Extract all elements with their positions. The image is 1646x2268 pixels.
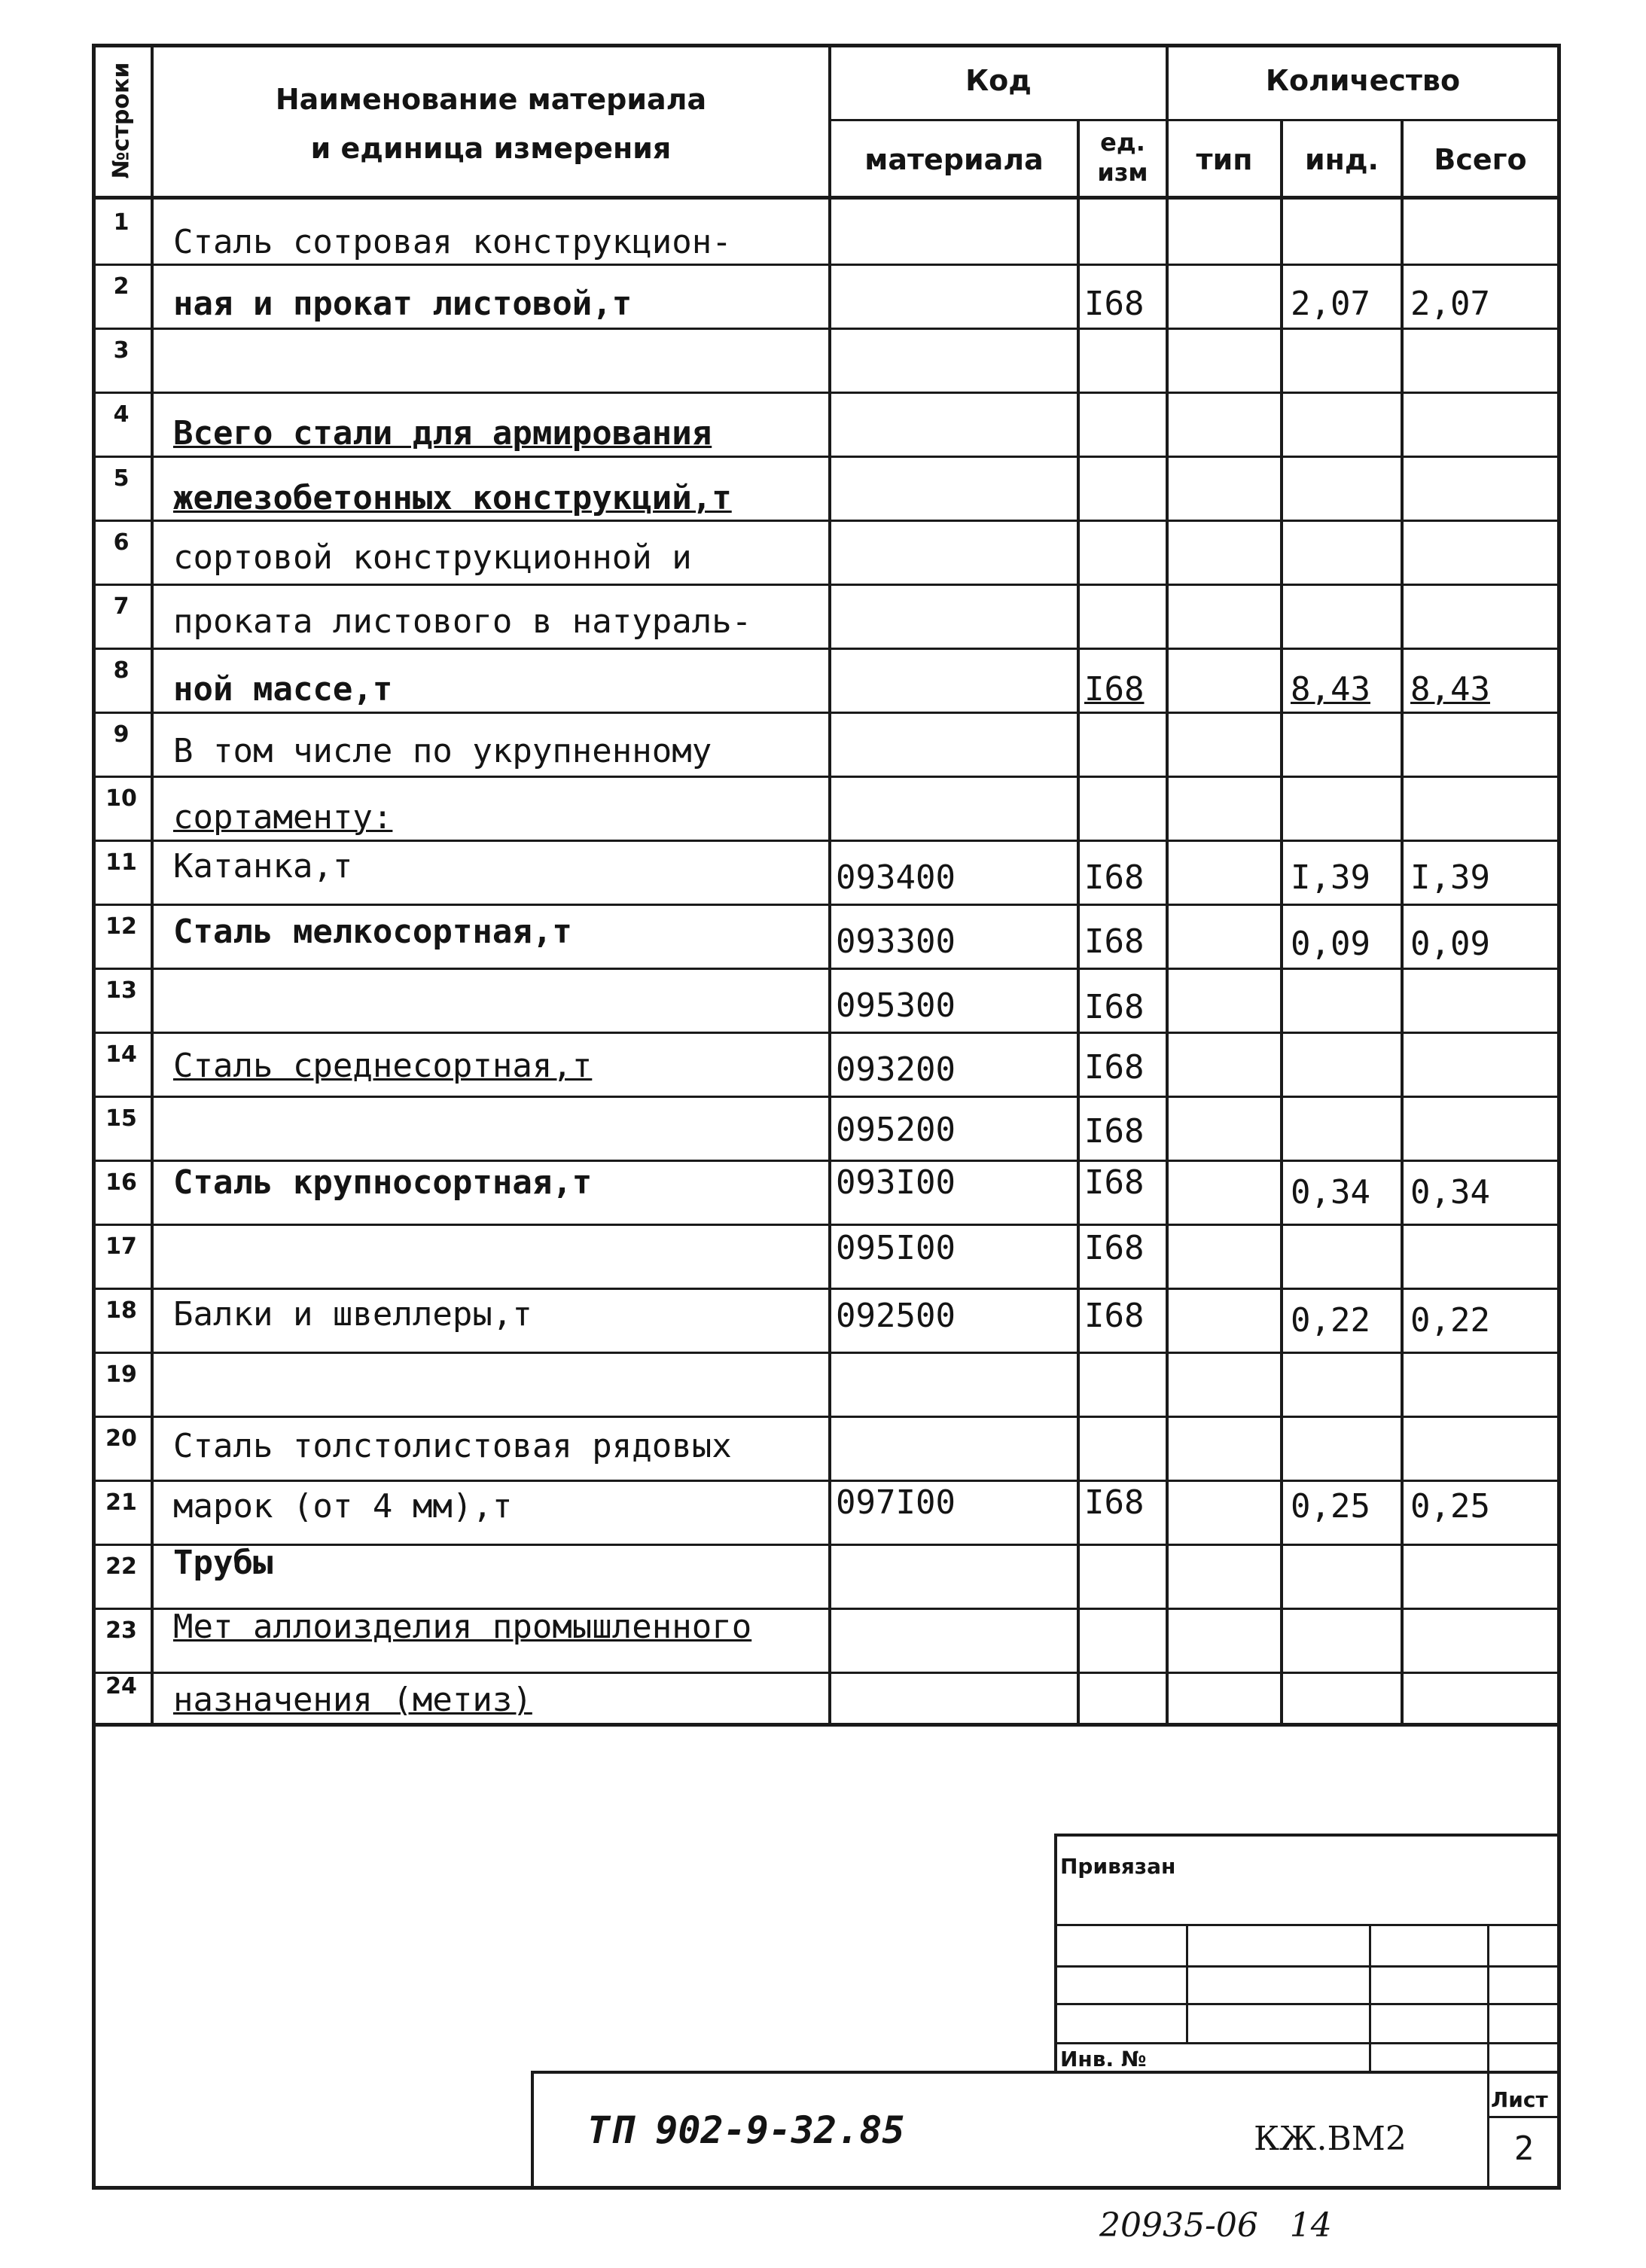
code-unit-header-line1: ед. [1100, 128, 1145, 157]
qty-total: I,39 [1410, 858, 1490, 897]
material-name: ная и прокат листовой,т [173, 285, 632, 323]
row-number: 12 [105, 913, 137, 940]
qty-ind: 0,34 [1291, 1173, 1370, 1212]
document-code: ТП 902-9-32.85 [587, 2108, 905, 2152]
material-name: Сталь среднесортная,т [173, 1047, 593, 1085]
material-code: 093200 [836, 1050, 956, 1089]
unit-code: I68 [1084, 1229, 1145, 1267]
material-name: В том числе по укрупненному [173, 732, 712, 770]
material-name: Сталь мелкосортная,т [173, 913, 572, 951]
material-name: Трубы [173, 1544, 273, 1582]
qty-type-header: тип [1196, 143, 1253, 176]
material-name: Мет аллоизделия промышленного [173, 1608, 752, 1646]
row-number: 21 [105, 1489, 137, 1516]
qty-ind: I,39 [1291, 858, 1370, 897]
code-material-header: материала [864, 143, 1044, 176]
material-name: назначения (метиз) [173, 1681, 532, 1719]
row-number: 20 [105, 1425, 137, 1452]
material-code: 092500 [836, 1297, 956, 1335]
row-number: 6 [113, 529, 130, 556]
row-number: 13 [105, 977, 137, 1004]
qty-ind: 2,07 [1291, 285, 1370, 323]
row-number: 14 [105, 1041, 137, 1068]
material-name: проката листового в натураль- [173, 602, 752, 641]
qty-total: 0,09 [1410, 925, 1490, 963]
unit-code: I68 [1084, 1483, 1145, 1522]
qty-total-header: Всего [1434, 143, 1527, 176]
row-number: 9 [113, 721, 130, 748]
code-unit-header-line2: изм [1097, 158, 1148, 187]
row-number: 2 [113, 273, 130, 300]
material-name: ной массе,т [173, 670, 393, 709]
unit-code: I68 [1084, 922, 1145, 961]
row-number: 16 [105, 1169, 137, 1196]
unit-code: I68 [1084, 1112, 1145, 1151]
row-number: 10 [105, 785, 137, 812]
unit-code: I68 [1084, 1297, 1145, 1335]
qty-total: 0,22 [1410, 1301, 1490, 1340]
qty-ind: 0,25 [1291, 1487, 1370, 1526]
qty-ind: 8,43 [1291, 670, 1370, 709]
row-number-header: №строки [108, 62, 135, 179]
unit-code: I68 [1084, 1163, 1145, 1202]
row-number: 19 [105, 1361, 137, 1388]
material-name: Сталь сотровая конструкцион- [173, 223, 732, 261]
row-number: 8 [113, 657, 130, 684]
unit-code: I68 [1084, 988, 1145, 1026]
row-number: 15 [105, 1105, 137, 1132]
row-number: 24 [105, 1673, 137, 1699]
code-header: Код [965, 64, 1032, 97]
unit-code: I68 [1084, 285, 1145, 323]
unit-code: I68 [1084, 670, 1145, 709]
material-code: 093400 [836, 858, 956, 897]
material-name: марок (от 4 мм),т [173, 1487, 513, 1526]
material-name: Сталь толстолистовая рядовых [173, 1427, 732, 1465]
material-name: Всего стали для армирования [173, 414, 712, 453]
material-code: 097I00 [836, 1483, 956, 1522]
material-code: 095I00 [836, 1229, 956, 1267]
document-mark: КЖ.ВМ2 [1254, 2120, 1407, 2158]
material-name: Сталь крупносортная,т [173, 1163, 593, 1202]
row-number: 5 [113, 465, 130, 492]
qty-total: 0,34 [1410, 1173, 1490, 1212]
material-code: 093I00 [836, 1163, 956, 1202]
qty-total: 0,25 [1410, 1487, 1490, 1526]
material-code: 095300 [836, 986, 956, 1025]
qty-ind: 0,22 [1291, 1301, 1370, 1340]
name-header-line2: и единица измерения [310, 132, 672, 165]
row-number: 11 [105, 849, 137, 876]
material-name: Катанка,т [173, 847, 353, 886]
row-number: 18 [105, 1297, 137, 1324]
name-header-line1: Наименование материала [275, 83, 707, 116]
material-name: сортаменту: [173, 798, 393, 837]
qty-ind-header: инд. [1304, 143, 1379, 176]
row-number: 1 [113, 209, 130, 236]
sheet-number: 2 [1513, 2129, 1535, 2168]
qty-total: 8,43 [1410, 670, 1490, 709]
material-code: 093300 [836, 922, 956, 961]
sheet-label: Лист [1491, 2087, 1548, 2112]
quantity-header: Количество [1265, 64, 1461, 97]
inventory-label: Инв. № [1060, 2047, 1147, 2071]
handwritten-number: 20935-06 14 [1099, 2206, 1332, 2245]
row-number: 17 [105, 1233, 137, 1260]
bound-label: Привязан [1060, 1854, 1176, 1879]
row-number: 4 [113, 401, 130, 428]
qty-ind: 0,09 [1291, 925, 1370, 963]
material-code: 095200 [836, 1111, 956, 1149]
unit-code: I68 [1084, 1048, 1145, 1087]
unit-code: I68 [1084, 858, 1145, 897]
row-number: 7 [113, 593, 130, 620]
material-name: Балки и швеллеры,т [173, 1295, 532, 1334]
row-number: 3 [113, 337, 130, 364]
material-name: сортовой конструкционной и [173, 538, 692, 577]
qty-total: 2,07 [1410, 285, 1490, 323]
material-name: железобетонных конструкций,т [173, 479, 732, 517]
row-number: 22 [105, 1553, 137, 1580]
row-number: 23 [105, 1617, 137, 1644]
